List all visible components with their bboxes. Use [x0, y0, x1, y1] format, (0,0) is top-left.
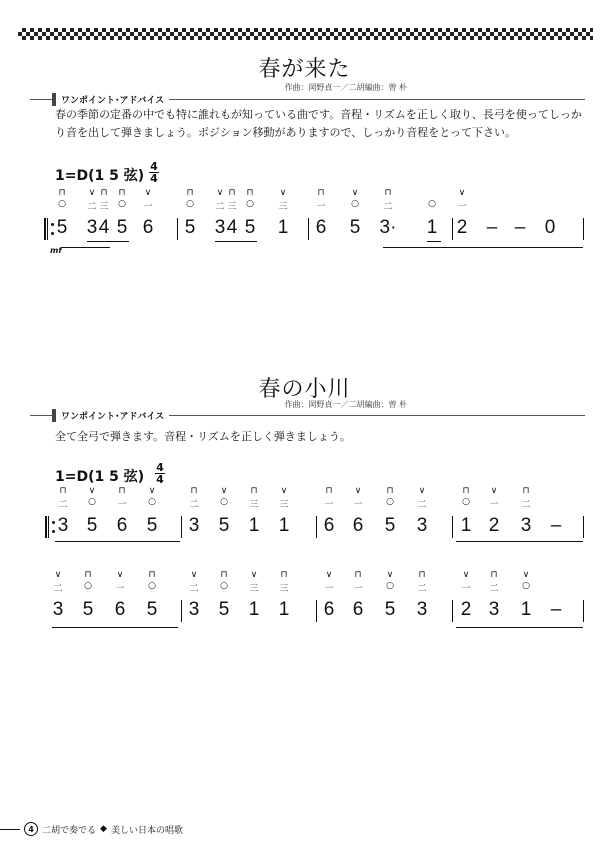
string-mark: ○ [351, 199, 359, 209]
string-mark: 二 [215, 202, 225, 212]
note: 3 [416, 515, 428, 536]
bow-mark: ∨ [216, 188, 224, 198]
string-mark: 一 [316, 202, 326, 212]
bow-mark: ∨ [462, 570, 470, 580]
string-mark: 二 [417, 584, 427, 594]
song2-advice-label: ワンポイント･アドバイス [52, 409, 169, 422]
string-mark: ○ [84, 581, 92, 591]
note: 3· [379, 217, 397, 238]
eighth-underline [215, 241, 257, 242]
bow-mark: ∨ [280, 486, 288, 496]
bow-mark: ∨ [279, 188, 287, 198]
repeat-start [44, 218, 48, 240]
bar-line [308, 218, 309, 240]
bow-mark: ∨ [144, 188, 152, 198]
note: 6 [315, 217, 327, 238]
note: 5 [56, 217, 68, 238]
bar-line [316, 600, 317, 622]
note: 5 [218, 515, 230, 536]
note: 1 [278, 515, 290, 536]
note: 5 [116, 217, 128, 238]
string-mark: 一 [324, 500, 334, 510]
note: 5 [218, 599, 230, 620]
note: 2 [456, 217, 468, 238]
repeat-dot [51, 232, 54, 235]
song2-time-top: 4 [156, 461, 164, 474]
eighth-underline [427, 241, 441, 242]
song2-strings: (1 5 弦) [88, 469, 145, 485]
note: 5 [86, 515, 98, 536]
string-mark: 三 [278, 202, 288, 212]
footer-subtitle: 美しい日本の唱歌 [110, 825, 183, 836]
phrase-underline [52, 627, 178, 628]
string-mark: 二 [189, 500, 199, 510]
string-mark: 二 [417, 500, 427, 510]
string-mark: ○ [186, 199, 194, 209]
string-mark: ○ [220, 581, 228, 591]
page-number: 4 [24, 822, 38, 836]
note: 5 [82, 599, 94, 620]
string-mark: ○ [118, 199, 126, 209]
bow-mark: ∨ [88, 188, 96, 198]
string-mark: 一 [457, 202, 467, 212]
string-mark: 一 [117, 500, 127, 510]
bow-mark: ⊓ [325, 486, 333, 496]
note: 4 [226, 217, 238, 238]
bow-mark: ∨ [116, 570, 124, 580]
bow-mark: ⊓ [118, 188, 126, 198]
bow-mark: ⊓ [250, 486, 258, 496]
bow-mark: ⊓ [118, 486, 126, 496]
string-mark: 三 [249, 584, 259, 594]
footer-book: 二胡で奏でる [42, 825, 97, 836]
string-mark: 二 [58, 500, 68, 510]
string-mark: ○ [58, 199, 66, 209]
song1-advice: 春の季節の定番の中でも特に誰れもが知っている曲です。音程・リズムを正しく取り、長弓を使ってしっかり音を出して弾きましょう。ポジション移動がありますので、しっかり音程をとって下さい。 [55, 108, 582, 139]
string-mark: 三 [279, 500, 289, 510]
song2-time-bottom: 4 [156, 473, 164, 486]
bow-mark: ⊓ [186, 188, 194, 198]
string-mark: ○ [522, 581, 530, 591]
string-mark: 二 [489, 584, 499, 594]
song1-key-value: 1=D [55, 168, 89, 184]
note: 6 [352, 515, 364, 536]
bow-mark: ⊓ [190, 486, 198, 496]
bow-mark: ⊓ [280, 570, 288, 580]
bow-mark: ∨ [354, 486, 362, 496]
note: 3 [214, 217, 226, 238]
note: 1 [426, 217, 438, 238]
song1-credit: 作曲：岡野貞一／二胡編曲：曾 朴 [284, 83, 407, 92]
string-mark: 三 [249, 500, 259, 510]
string-mark: 二 [189, 584, 199, 594]
bow-mark: ⊓ [84, 570, 92, 580]
bow-mark: ⊓ [100, 188, 108, 198]
string-mark: 二 [53, 584, 63, 594]
note: 5 [349, 217, 361, 238]
string-mark: 一 [353, 584, 363, 594]
phrase-underline [456, 627, 583, 628]
bar-line [181, 516, 182, 538]
bow-mark: ∨ [418, 486, 426, 496]
repeat-dot [52, 521, 55, 524]
bow-mark: ⊓ [148, 570, 156, 580]
string-mark: ○ [246, 199, 254, 209]
note: 2 [460, 599, 472, 620]
note: 3 [86, 217, 98, 238]
note: – [550, 515, 562, 536]
bow-mark: ⊓ [59, 486, 67, 496]
bar-line [181, 600, 182, 622]
note: 1 [520, 599, 532, 620]
string-mark: 三 [227, 202, 237, 212]
note: 1 [278, 599, 290, 620]
bow-mark: ⊓ [386, 486, 394, 496]
note: 5 [184, 217, 196, 238]
bow-mark: ∨ [386, 570, 394, 580]
song2-credit: 作曲：岡野貞一／二胡編曲：曾 朴 [284, 400, 407, 409]
repeat-dot [51, 223, 54, 226]
string-mark: 一 [115, 584, 125, 594]
bar-line [316, 516, 317, 538]
note: 4 [98, 217, 110, 238]
string-mark: 二 [383, 202, 393, 212]
string-mark: 一 [143, 202, 153, 212]
bar-line [583, 218, 584, 240]
note: 6 [323, 515, 335, 536]
string-mark: ○ [462, 497, 470, 507]
note: 1 [248, 515, 260, 536]
note: 5 [146, 599, 158, 620]
note: 5 [384, 515, 396, 536]
bow-mark: ∨ [220, 486, 228, 496]
string-mark: 一 [489, 500, 499, 510]
bar-line [452, 600, 453, 622]
string-mark: ○ [148, 497, 156, 507]
bow-mark: ⊓ [384, 188, 392, 198]
bow-mark: ∨ [148, 486, 156, 496]
string-mark: ○ [88, 497, 96, 507]
note: – [550, 599, 562, 620]
note: 3 [488, 599, 500, 620]
bow-mark: ⊓ [462, 486, 470, 496]
string-mark: ○ [220, 497, 228, 507]
song1-time-bottom: 4 [150, 172, 158, 185]
string-mark: 三 [279, 584, 289, 594]
string-mark: 一 [461, 584, 471, 594]
note: 3 [57, 515, 69, 536]
note: 5 [146, 515, 158, 536]
bow-mark: ∨ [54, 570, 62, 580]
bow-mark: ⊓ [246, 188, 254, 198]
bar-line [177, 218, 178, 240]
bar-line [583, 600, 584, 622]
bow-mark: ∨ [325, 570, 333, 580]
bow-mark: ∨ [458, 188, 466, 198]
bar-line [583, 516, 584, 538]
string-mark: ○ [148, 581, 156, 591]
bow-mark: ⊓ [522, 486, 530, 496]
string-mark: 一 [353, 500, 363, 510]
bow-mark: ⊓ [354, 570, 362, 580]
string-mark: ○ [386, 497, 394, 507]
song2-advice: 全て全弓で弾きます。音程・リズムを正しく弾きましょう。 [55, 430, 351, 443]
bow-mark: ⊓ [490, 570, 498, 580]
bow-mark: ⊓ [418, 570, 426, 580]
repeat-start [45, 516, 49, 538]
note: 5 [244, 217, 256, 238]
string-mark: ○ [428, 199, 436, 209]
bow-mark: ⊓ [317, 188, 325, 198]
bow-mark: ∨ [88, 486, 96, 496]
string-mark: 三 [99, 202, 109, 212]
diamond-icon: ◆ [100, 824, 107, 834]
note: 6 [116, 515, 128, 536]
note: 3 [188, 515, 200, 536]
bow-mark: ⊓ [58, 188, 66, 198]
song1-advice-label: ワンポイント･アドバイス [52, 93, 169, 106]
note: 6 [352, 599, 364, 620]
crescendo-line [62, 247, 110, 248]
phrase-underline [383, 247, 583, 248]
note: 3 [520, 515, 532, 536]
repeat-dot [52, 530, 55, 533]
song1-dynamic: mf [50, 246, 62, 255]
note: 3 [52, 599, 64, 620]
song1-time-top: 4 [150, 160, 158, 173]
song1-strings: (1 5 弦) [88, 168, 145, 184]
footer [18, 822, 183, 836]
string-mark: 二 [87, 202, 97, 212]
bow-mark: ∨ [490, 486, 498, 496]
note: 1 [460, 515, 472, 536]
note: 6 [142, 217, 154, 238]
song2-key-value: 1=D [55, 469, 89, 485]
song1-title: 春が来た [258, 57, 351, 82]
song2-title: 春の小川 [258, 377, 351, 402]
footer-rule [0, 829, 20, 830]
phrase-underline [55, 541, 180, 542]
note: 6 [323, 599, 335, 620]
bow-mark: ⊓ [220, 570, 228, 580]
bar-line [452, 516, 453, 538]
note: 6 [114, 599, 126, 620]
bow-mark: ∨ [190, 570, 198, 580]
bow-mark: ⊓ [228, 188, 236, 198]
phrase-underline [456, 541, 583, 542]
bow-mark: ∨ [250, 570, 258, 580]
note: 5 [384, 599, 396, 620]
bar-line [452, 218, 453, 240]
note: 3 [416, 599, 428, 620]
bow-mark: ∨ [351, 188, 359, 198]
note: – [514, 217, 526, 238]
note: 1 [248, 599, 260, 620]
bow-mark: ∨ [522, 570, 530, 580]
note: 0 [544, 217, 556, 238]
note: – [486, 217, 498, 238]
string-mark: 一 [324, 584, 334, 594]
string-mark: 二 [521, 500, 531, 510]
string-mark: ○ [386, 581, 394, 591]
eighth-underline [87, 241, 129, 242]
note: 2 [488, 515, 500, 536]
note: 3 [188, 599, 200, 620]
note: 1 [277, 217, 289, 238]
